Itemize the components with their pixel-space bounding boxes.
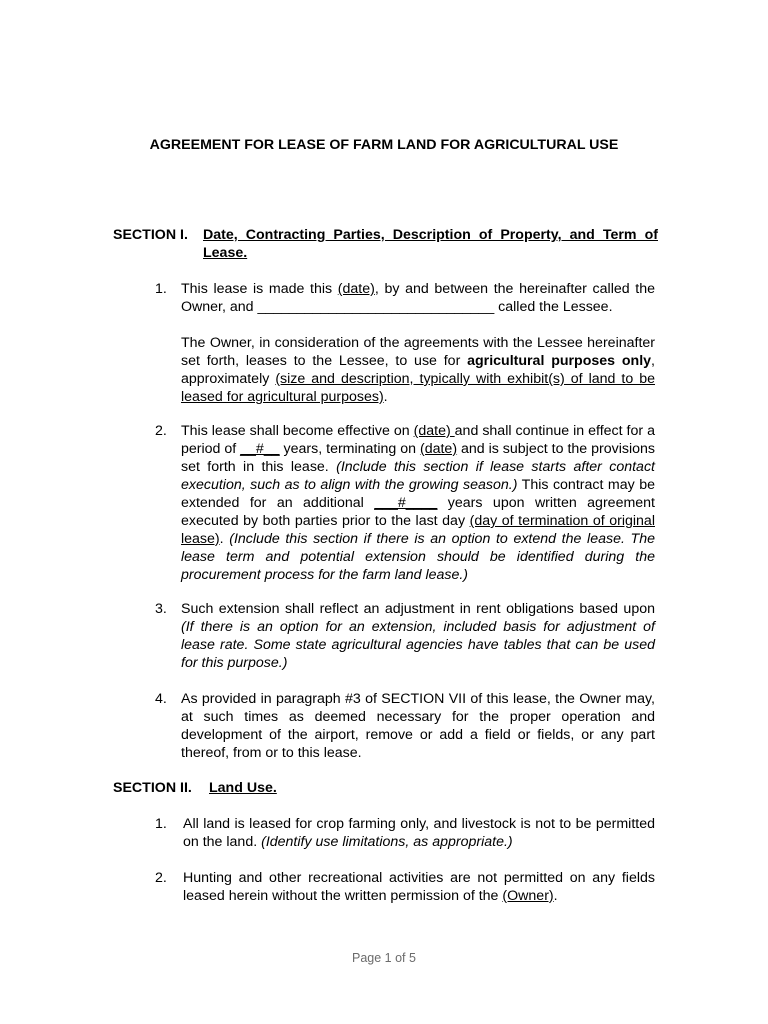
date-placeholder: (date) xyxy=(337,281,375,297)
item-number: 1. xyxy=(155,816,167,832)
item-2-paragraph: This lease shall become effective on (date) and shall continue in effect for a period of __#__ years, terminating on (date) and is subject to the provisions set forth in this lease. (Include this section if lease starts after contact execution, such as to align with the growing season.) This contract may be extended for an additional ___#____ years upon written agreement executed by both parties prior to the last day (day of termination of original lease). (Include this section if there is an option to extend the lease. The lease term and potential extension should be identified during the procurement process for the farm land lease.) xyxy=(181,423,655,583)
item-number: 2. xyxy=(155,870,167,886)
section-1-item-1 xyxy=(155,280,655,406)
item-number: 3. xyxy=(155,601,167,617)
section-2-label: SECTION II. xyxy=(113,780,192,796)
section-1-title: Date, Contracting Parties, Description of Property, and Term of Lease. xyxy=(203,227,658,261)
section-1-item-4 xyxy=(155,690,655,762)
item-3-paragraph: Such extension shall reflect an adjustment in rent obligations based upon (If there is an option for an extension, included basis for adjustment of lease rate. Some state agricultural agencies have tables that can be used for this purpose.) xyxy=(181,601,655,671)
item-1-paragraph-1: This lease is made this (date), by and between the hereinafter called the Owner, and ______________________________ called the Lessee. xyxy=(181,281,655,315)
page-number: Page 1 of 5 xyxy=(352,951,416,965)
section-2-item-2-paragraph: Hunting and other recreational activities are not permitted on any fields leased herein without the written permission of the (Owner). xyxy=(183,870,655,904)
item-number: 2. xyxy=(155,423,167,439)
section-2-item-2 xyxy=(155,869,655,905)
item-number: 1. xyxy=(155,281,167,297)
item-number: 4. xyxy=(155,691,167,707)
section-2-item-1-paragraph: All land is leased for crop farming only, and livestock is not to be permitted on the land. (Identify use limitations, as appropriate.) xyxy=(183,816,655,850)
section-2-title: Land Use. xyxy=(209,780,277,796)
section-2-item-1 xyxy=(155,815,655,851)
section-1-heading xyxy=(113,226,658,262)
section-2-heading xyxy=(113,779,658,797)
owner-placeholder: (Owner) xyxy=(502,888,554,904)
size-description-placeholder: (size and description, typically with exhibit(s) of land to be leased for agricultural purposes) xyxy=(181,371,655,405)
item-4-paragraph: As provided in paragraph #3 of SECTION VII of this lease, the Owner may, at such times as deemed necessary for the proper operation and development of the airport, remove or add a field or fields, or any part thereof, from or to this lease. xyxy=(181,691,655,761)
document-title: AGREEMENT FOR LEASE OF FARM LAND FOR AGRICULTURAL USE xyxy=(149,137,619,153)
section-1-label: SECTION I. xyxy=(113,227,188,243)
section-1-item-3 xyxy=(155,600,655,672)
section-1-item-2 xyxy=(155,422,655,584)
item-1-paragraph-2: The Owner, in consideration of the agreements with the Lessee hereinafter set forth, leases to the Lessee, to use for agricultural purposes only, approximately (size and description, typically with exhibit(s) of land to be leased for agricultural purposes). xyxy=(181,335,655,405)
